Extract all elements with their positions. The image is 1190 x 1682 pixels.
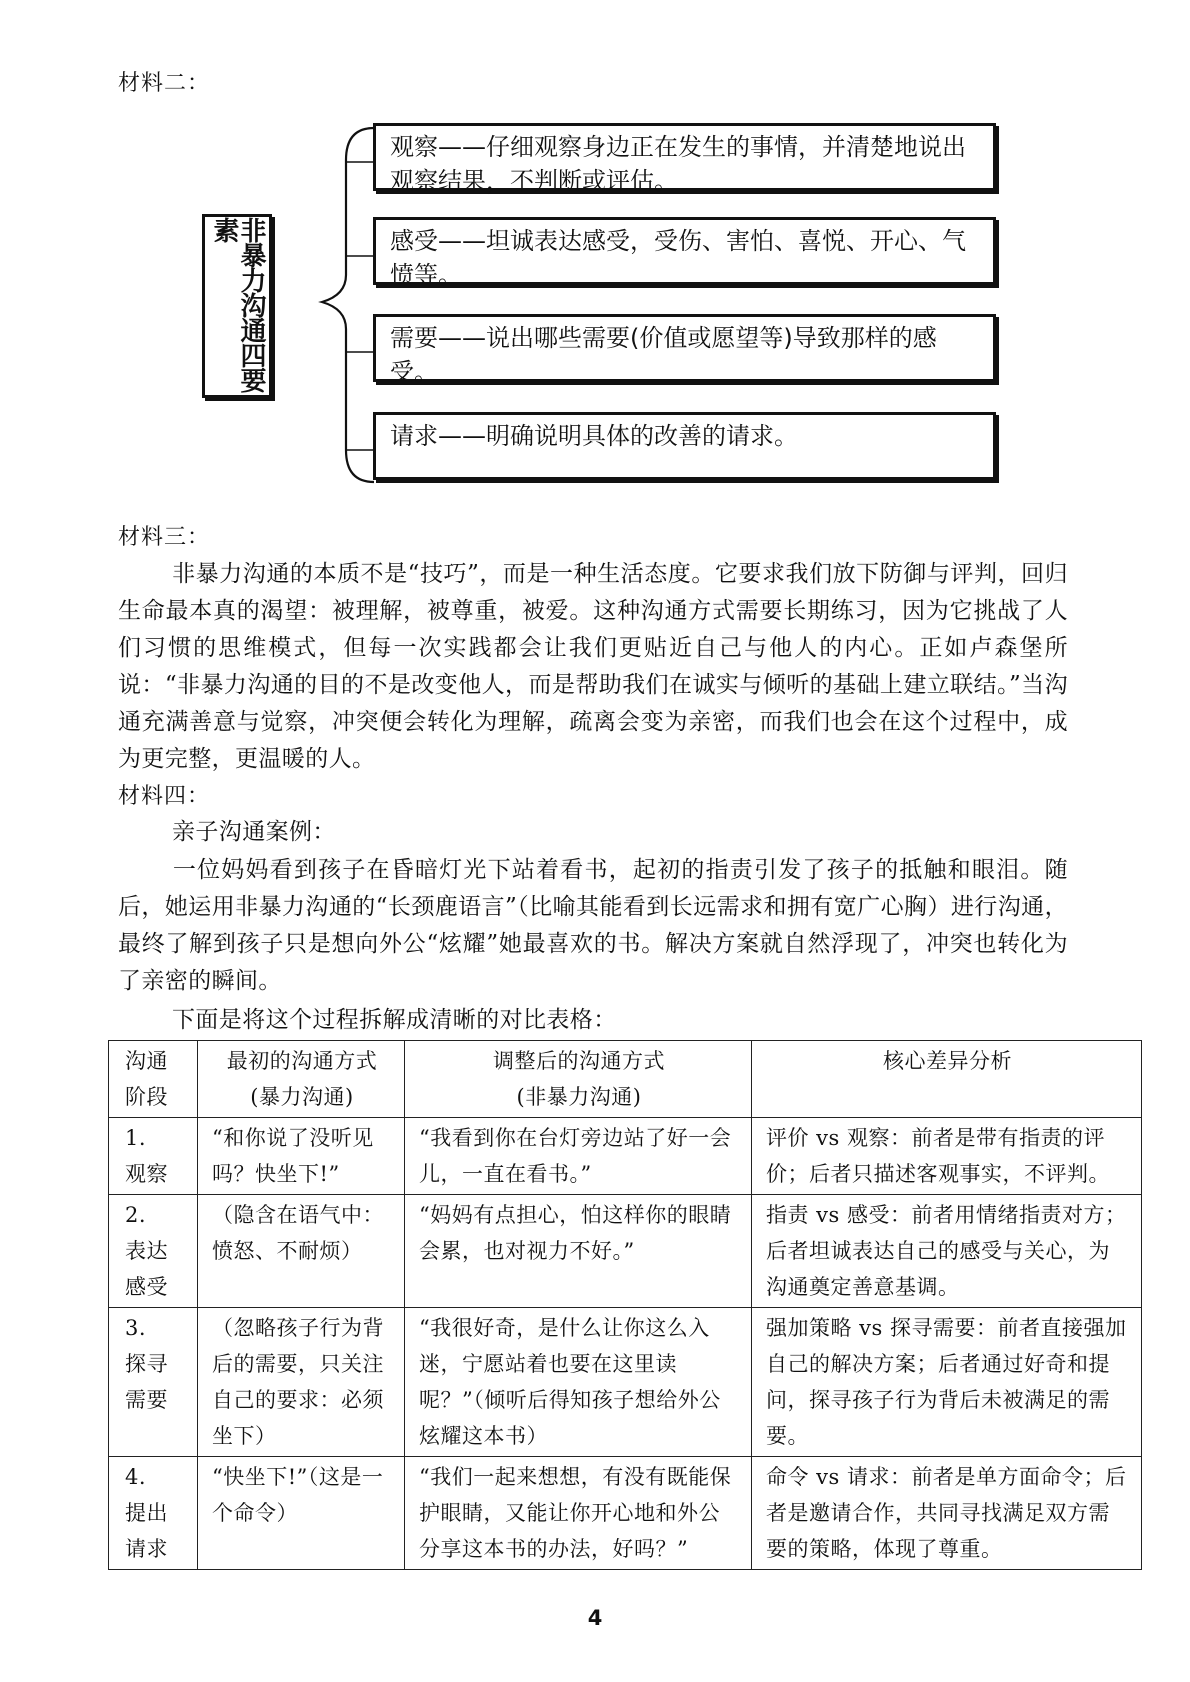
table-header-row: [109, 1041, 1142, 1118]
analysis-cell: 强加策略 vs 探寻需要：前者直接强加自己的解决方案；后者通过好奇和提问，探寻孩子行为背后未被满足的需要。: [752, 1308, 1142, 1457]
diagram-title: 非暴力沟通四要素: [202, 214, 272, 398]
material2-heading: 材料二：: [118, 71, 211, 96]
element-box-request: 请求——明确说明具体的改善的请求。: [373, 412, 996, 480]
adjusted-cell: “我看到你在台灯旁边站了好一会儿，一直在看书。”: [405, 1118, 752, 1195]
comparison-table: [108, 1040, 1142, 1570]
stage-cell: [109, 1308, 198, 1457]
initial-cell: （忽略孩子行为背后的需要，只关注自己的要求：必须坐下）: [198, 1308, 405, 1457]
table-intro: [118, 1002, 1068, 1039]
stage-label: 探寻需要: [125, 1352, 168, 1412]
analysis-cell: 指责 vs 感受：前者用情绪指责对方；后者坦诚表达自己的感受与关心，为沟通奠定善意基调。: [752, 1195, 1142, 1308]
stage-label: 观察: [125, 1162, 168, 1186]
element-box-feeling: 感受——坦诚表达感受，受伤、害怕、喜悦、开心、气愤等。: [373, 217, 996, 285]
header-analysis: 核心差异分析: [752, 1041, 1142, 1118]
material3-text: 非暴力沟通的本质不是“技巧”，而是一种生活态度。它要求我们放下防御与评判，回归生命最本真的渴望：被理解，被尊重，被爱。这种沟通方式需要长期练习，因为它挑战了人们习惯的思维模式，但每一次实践都会让我们更贴近自己与他人的内心。正如卢森堡所说：“非暴力沟通的目的不是改变他人，而是帮助我们在诚实与倾听的基础上建立联结。”当沟通充满善意与觉察，冲突便会转化为理解，疏离会变为亲密，而我们也会在这个过程中，成为更完整，更温暖的人。: [118, 561, 1068, 772]
stage-cell: [109, 1195, 198, 1308]
table-intro-text: 下面是将这个过程拆解成清晰的对比表格：: [172, 1007, 617, 1033]
header-initial-sub: (暴力沟通): [250, 1085, 354, 1109]
table-row: [109, 1195, 1142, 1308]
table-row: [109, 1118, 1142, 1195]
material3-heading: 材料三：: [118, 525, 211, 550]
element-box-need: 需要——说出哪些需要(价值或愿望等)导致那样的感受。: [373, 314, 996, 382]
element-box-observation: 观察——仔细观察身边正在发生的事情，并清楚地说出观察结果，不判断或评估。: [373, 123, 996, 191]
case-text: 一位妈妈看到孩子在昏暗灯光下站着看书，起初的指责引发了孩子的抵触和眼泪。随后，她运用非暴力沟通的“长颈鹿语言”（比喻其能看到长远需求和拥有宽广心胸）进行沟通，最终了解到孩子只是想向外公“炫耀”她最喜欢的书。解决方案就自然浮现了，冲突也转化为了亲密的瞬间。: [118, 857, 1068, 994]
adjusted-cell: “我们一起来想想，有没有既能保护眼睛，又能让你开心地和外公分享这本书的办法，好吗？”: [405, 1457, 752, 1570]
stage-number: 1.: [125, 1126, 147, 1150]
header-initial-label: 最初的沟通方式: [226, 1049, 378, 1073]
header-adjusted-sub: (非暴力沟通): [516, 1085, 642, 1109]
analysis-cell: 命令 vs 请求：前者是单方面命令；后者是邀请合作，共同寻找满足双方需要的策略，体现了尊重。: [752, 1457, 1142, 1570]
analysis-cell: 评价 vs 观察：前者是带有指责的评价；后者只描述客观事实，不评判。: [752, 1118, 1142, 1195]
stage-number: 3.: [125, 1316, 147, 1340]
page-number: 4: [587, 1606, 603, 1630]
material4-heading: 材料四：: [118, 784, 211, 809]
material3-paragraph: [118, 556, 1068, 778]
header-stage: 沟通阶段: [109, 1041, 198, 1118]
header-adjusted-label: 调整后的沟通方式: [493, 1049, 665, 1073]
initial-cell: “快坐下!”（这是一个命令）: [198, 1457, 405, 1570]
initial-cell: “和你说了没听见吗？快坐下!”: [198, 1118, 405, 1195]
stage-label: 表达感受: [125, 1239, 168, 1299]
table-row: [109, 1457, 1142, 1570]
stage-cell: [109, 1118, 198, 1195]
stage-cell: [109, 1457, 198, 1570]
case-title-text: 亲子沟通案例：: [172, 819, 336, 845]
adjusted-cell: “妈妈有点担心，怕这样你的眼睛会累，也对视力不好。”: [405, 1195, 752, 1308]
stage-label: 提出请求: [125, 1501, 168, 1561]
stage-number: 4.: [125, 1465, 147, 1489]
header-initial: [198, 1041, 405, 1118]
stage-number: 2.: [125, 1203, 147, 1227]
adjusted-cell: “我很好奇，是什么让你这么入迷，宁愿站着也要在这里读呢？”（倾听后得知孩子想给外公炫耀这本书）: [405, 1308, 752, 1457]
header-adjusted: [405, 1041, 752, 1118]
case-title: [118, 814, 1068, 851]
case-paragraph: [118, 852, 1068, 1000]
initial-cell: （隐含在语气中：愤怒、不耐烦）: [198, 1195, 405, 1308]
table-row: [109, 1308, 1142, 1457]
